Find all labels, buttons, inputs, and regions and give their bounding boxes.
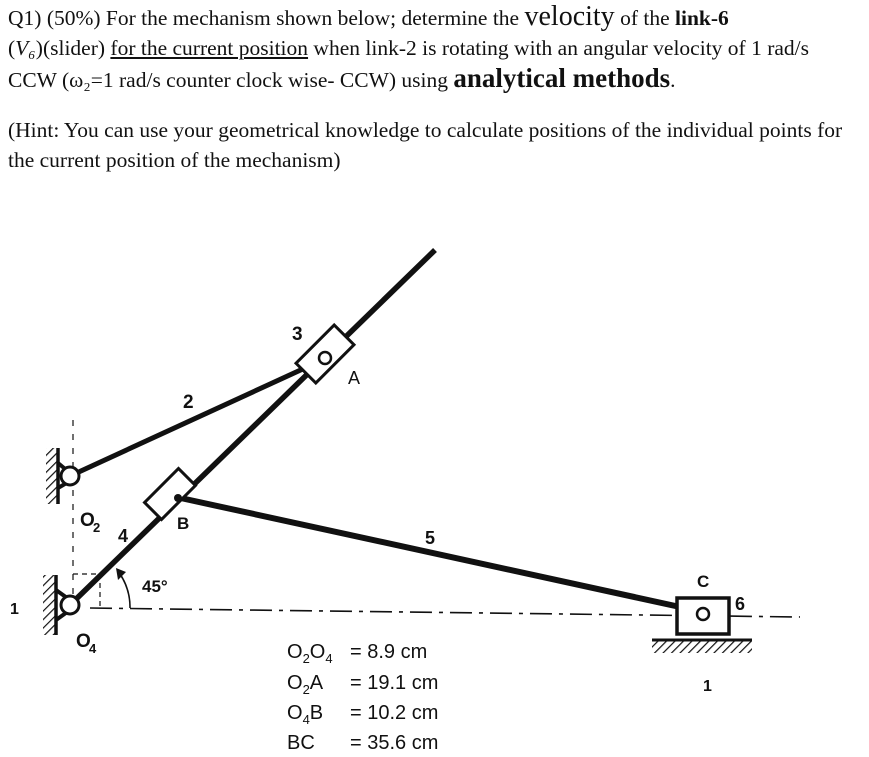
question-weight: (50%) — [46, 6, 101, 30]
dim-o4b-value: = 10.2 cm — [350, 702, 439, 724]
dim-o2o4-sub1: 2 — [302, 651, 310, 666]
question-text-1: For the mechanism shown below; determine the — [105, 6, 520, 30]
label-ground-left: 1 — [10, 601, 19, 618]
current-position-text: for the current position — [110, 36, 309, 60]
v6-symbol: V₆ — [15, 36, 36, 60]
label-o2-main: O — [80, 510, 95, 531]
dim-o2a-a: A — [309, 672, 324, 694]
link-4 — [70, 250, 435, 605]
label-link-5: 5 — [425, 528, 436, 548]
ground-o4-hatch — [43, 575, 55, 635]
analytical-methods-text: analytical methods — [453, 63, 671, 93]
link6-word: link-6 — [675, 6, 729, 30]
label-point-a: A — [348, 368, 361, 388]
dim-o2a — [287, 672, 438, 697]
slider-block-b — [145, 469, 196, 520]
label-point-c: C — [697, 572, 710, 591]
dim-o2o4-o: O — [287, 641, 303, 663]
link-5 — [176, 497, 703, 612]
v6-open: ( — [8, 36, 16, 60]
dim-o4b-o: O — [287, 702, 303, 724]
label-point-b: B — [177, 514, 190, 533]
dim-bc-name: BC — [287, 732, 315, 754]
v6-close: )(slider) — [35, 36, 106, 60]
angle-arrow-icon — [116, 568, 126, 580]
dim-o2o4 — [287, 641, 427, 666]
ground-o2-hatch — [46, 448, 57, 504]
slider-b-body — [145, 469, 196, 520]
label-o2 — [80, 510, 100, 535]
dim-o2a-value: = 19.1 cm — [350, 672, 439, 694]
dim-o2a-o: O — [287, 672, 303, 694]
label-o4 — [76, 631, 97, 656]
dimensions-list — [287, 641, 438, 754]
dim-bc-value: = 35.6 cm — [350, 732, 439, 754]
label-link-3: 3 — [292, 324, 303, 345]
label-o4-sub: 4 — [89, 641, 97, 656]
dim-o2o4-o-b: O — [309, 641, 326, 663]
pin-o4 — [61, 596, 79, 614]
hint-text: (Hint: You can use your geometrical knowledge to calculate positions of the individual points for the current position of the mechanism) — [8, 118, 843, 172]
label-link-4: 4 — [118, 526, 129, 546]
velocity-word: velocity — [524, 1, 615, 32]
label-ground-right: 1 — [703, 678, 712, 695]
pin-o2 — [61, 467, 79, 485]
pin-a — [319, 352, 331, 364]
label-o2-sub: 2 — [93, 520, 101, 535]
label-link-2: 2 — [183, 392, 194, 413]
ground-slider — [652, 640, 752, 653]
angle-arc — [120, 574, 130, 608]
question-label: Q1) — [8, 6, 42, 30]
label-o4-main: O — [76, 631, 91, 652]
dim-o2o4-sub2: 4 — [325, 651, 333, 666]
dim-bc — [287, 732, 438, 754]
dim-o4b-b: B — [309, 702, 324, 724]
ground-slider-hatch — [652, 641, 752, 653]
link-2 — [70, 362, 318, 476]
question-text-2: of the — [620, 6, 670, 30]
label-link-6: 6 — [735, 594, 746, 614]
question-period: . — [670, 68, 676, 92]
dim-o4b — [287, 702, 438, 727]
dim-o2o4-value: = 8.9 cm — [350, 641, 428, 663]
question-text-3: when link-2 is rotating with an angular velocity of 1 rad/s CCW (ω₂=1 rad/s counter clock wise- CCW) using — [8, 36, 810, 92]
label-angle: 45° — [142, 577, 168, 596]
dim-o2a-sub: 2 — [302, 682, 310, 697]
dim-o4b-sub: 4 — [302, 712, 310, 727]
pin-c — [697, 608, 709, 620]
pin-b — [174, 494, 182, 502]
